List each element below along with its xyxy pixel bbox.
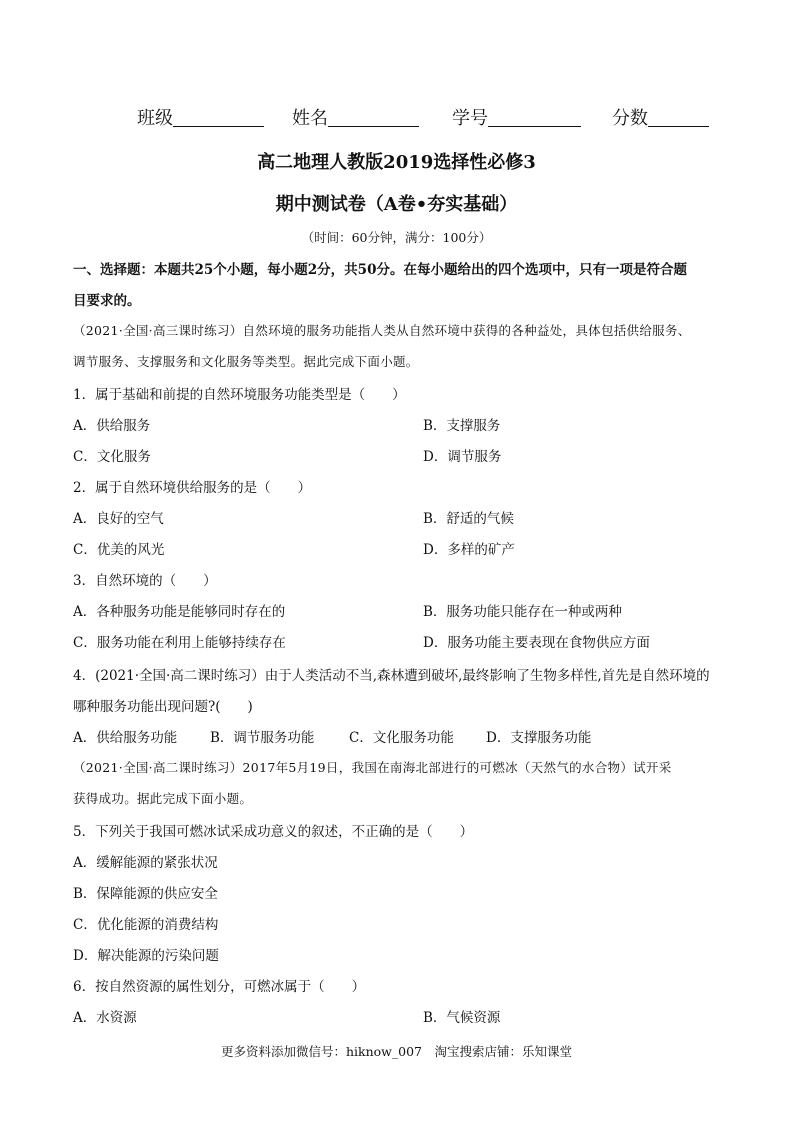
option-a[interactable]: A．缓解能源的紧张状况	[73, 855, 218, 871]
class-blank[interactable]	[173, 108, 264, 127]
option-a[interactable]: A．供给服务功能	[73, 730, 178, 746]
question-stem: 3．自然环境的（ ）	[73, 573, 217, 589]
option-a[interactable]: A．良好的空气	[73, 511, 164, 527]
option-c[interactable]: C．优美的风光	[73, 542, 165, 558]
option-b[interactable]: B．调节服务功能	[210, 730, 315, 746]
option-b[interactable]: B．舒适的气候	[423, 511, 514, 527]
question-stem: 5．下列关于我国可燃冰试采成功意义的叙述，不正确的是（ ）	[73, 824, 474, 840]
option-row	[73, 631, 650, 651]
option-a[interactable]: A．供给服务	[73, 418, 151, 434]
option-row	[73, 414, 501, 434]
option-row	[73, 507, 514, 527]
option-row	[73, 538, 515, 558]
context-passage-cont: 调节服务、支撑服务和文化服务等类型。据此完成下面小题。	[73, 354, 419, 369]
student-info-line	[137, 104, 727, 130]
option-a[interactable]: A．水资源	[73, 1010, 137, 1026]
score-blank[interactable]	[648, 108, 709, 127]
student-id-blank[interactable]	[488, 108, 581, 127]
exam-title: 高二地理人教版2019选择性必修3	[257, 152, 536, 173]
score-field	[612, 104, 709, 130]
option-a[interactable]: A．各种服务功能是能够同时存在的	[73, 604, 286, 620]
class-field	[137, 104, 292, 130]
option-b[interactable]: B．服务功能只能存在一种或两种	[423, 604, 622, 620]
option-c[interactable]: C．文化服务	[73, 449, 151, 465]
option-c[interactable]: C．优化能源的消费结构	[73, 917, 219, 933]
option-c[interactable]: C．服务功能在利用上能够持续存在	[73, 635, 286, 651]
name-blank[interactable]	[328, 108, 419, 127]
name-label: 姓名	[292, 108, 328, 129]
option-d[interactable]: D．支撑服务功能	[486, 730, 592, 746]
exam-time-score: （时间：60分钟，满分：100分）	[301, 230, 492, 245]
name-field	[292, 104, 452, 130]
option-d[interactable]: D．服务功能主要表现在食物供应方面	[423, 635, 650, 651]
section-heading-cont: 目要求的。	[73, 293, 141, 309]
question-stem: 4．(2021·全国·高二课时练习）由于人类活动不当,森林遭到破坏,最终影响了生物多样性,首先是自然环境的	[73, 668, 710, 684]
option-d[interactable]: D．多样的矿产	[423, 542, 515, 558]
option-d[interactable]: D．调节服务	[423, 449, 502, 465]
exam-subtitle: 期中测试卷（A卷•夯实基础）	[275, 194, 518, 215]
student-id-label: 学号	[452, 108, 488, 129]
option-b[interactable]: B．支撑服务	[423, 418, 501, 434]
option-row	[73, 1006, 501, 1026]
section-heading: 一、选择题：本题共25个小题，每小题2分，共50分。在每小题给出的四个选项中，只有一项是符合题	[73, 262, 687, 278]
context-passage: （2021·全国·高三课时练习）自然环境的服务功能指人类从自然环境中获得的各种益处，具体包括供给服务、	[73, 323, 691, 338]
context-passage: （2021·全国·高二课时练习）2017年5月19日，我国在南海北部进行的可燃冰（天然气的水合物）试开采	[73, 760, 672, 775]
option-b[interactable]: B．保障能源的供应安全	[73, 886, 218, 902]
question-stem: 1．属于基础和前提的自然环境服务功能类型是（ ）	[73, 387, 406, 403]
option-row	[73, 600, 622, 620]
option-d[interactable]: D．解决能源的污染问题	[73, 948, 219, 964]
option-c[interactable]: C．文化服务功能	[349, 730, 454, 746]
question-stem: 6．按自然资源的属性划分，可燃冰属于（ ）	[73, 979, 366, 995]
context-passage-cont: 获得成功。据此完成下面小题。	[73, 791, 253, 806]
question-stem: 2．属于自然环境供给服务的是（ ）	[73, 480, 312, 496]
option-row	[73, 445, 502, 465]
question-stem-cont: 哪种服务功能出现问题?( )	[73, 699, 253, 715]
score-label: 分数	[612, 108, 648, 129]
student-id-field	[452, 104, 612, 130]
option-b[interactable]: B．气候资源	[423, 1010, 501, 1026]
class-label: 班级	[137, 108, 173, 129]
page-footer: 更多资料添加微信号：hiknow_007 淘宝搜索店铺：乐知课堂	[220, 1044, 572, 1059]
